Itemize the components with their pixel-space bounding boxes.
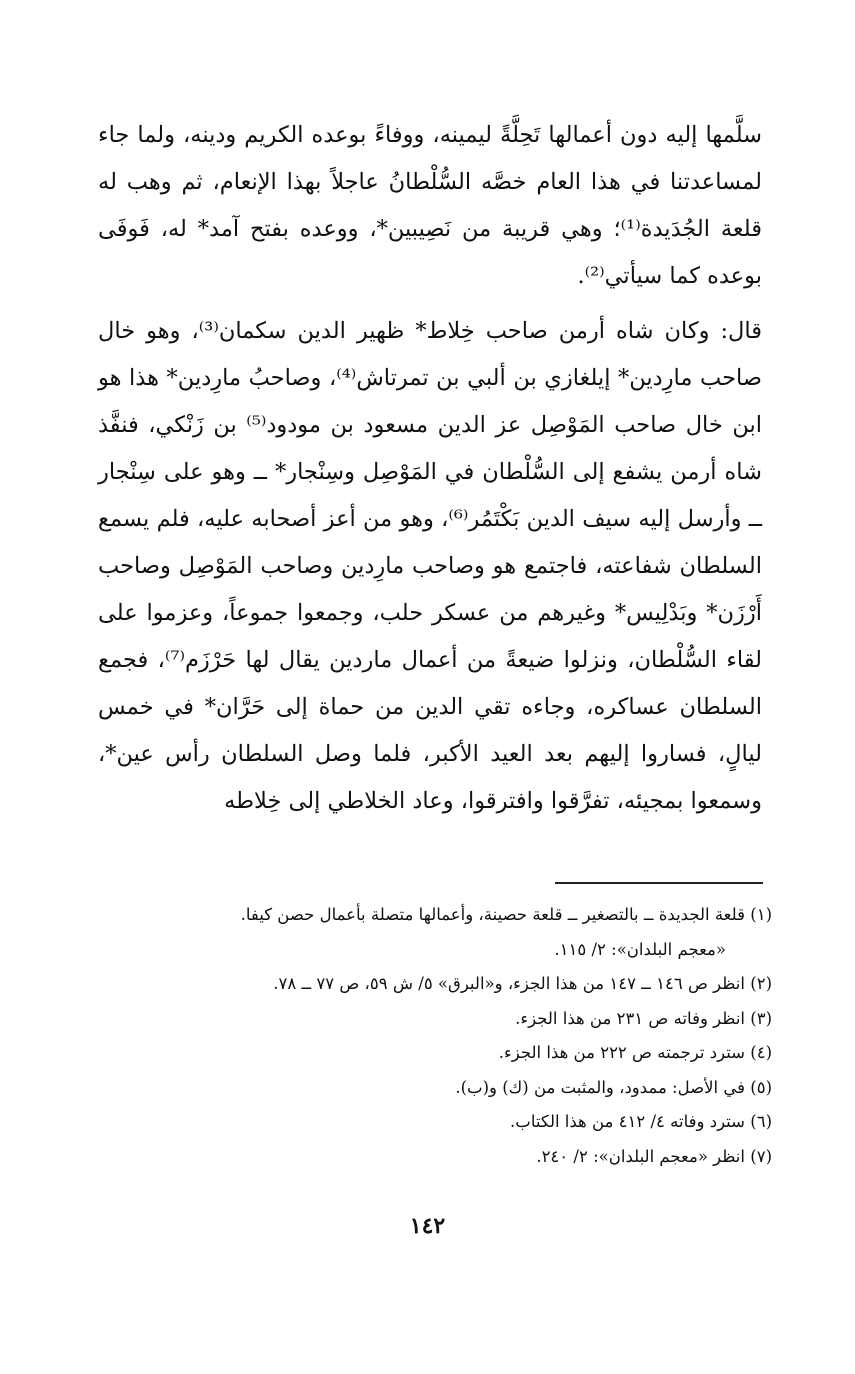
footnote-item [98, 898, 772, 967]
footnote-marker: (٣) [750, 1008, 772, 1028]
page-number: ١٤٢ [409, 1213, 446, 1239]
footnote-text: انظر ص ١٤٦ ــ ١٤٧ من هذا الجزء، و«البرق» ٥/ ش ٥٩، ص ٧٧ ــ ٧٨. [273, 974, 745, 993]
footnote-item [98, 1140, 772, 1175]
body-paragraph: قال: وكان شاه أرمن صاحب خِلاط* ظهير الدين سكمان⁽³⁾، وهو خال صاحب مارِدين* إيلغازي بن ألبي بن تمرتاش⁽⁴⁾، وصاحبُ مارِدين* هذا هو ابن خال صاحب المَوْصِل عز الدين مسعود بن مودود⁽⁵⁾ بن زَنْكي، فنفَّذ شاه أرمن يشفع إلى السُّلْطان في المَوْصِل وسِنْجار* ــ وهو على سِنْجار ــ وأرسل إليه سيف الدين بَكْتَمُر⁽⁶⁾، وهو من أعز أصحابه عليه، فلم يسمع السلطان شفاعته، فاجتمع هو وصاحب مارِدين وصاحب المَوْصِل وصاحب أَرْزَن* وبَدْلِيس* وغيرهم من عسكر حلب، وجمعوا جموعاً، وعزموا على لقاء السُّلْطان، ونزلوا ضيعةً من أعمال ماردين يقال لها حَرْزَم⁽⁷⁾، فجمع السلطان عساكره، وجاءه تقي الدين من حماة إلى حَرَّان* في خمس ليالٍ، فساروا إليهم بعد العيد الأكبر، فلما وصل السلطان رأس عين*، وسمعوا بمجيئه، تفرَّقوا وافترقوا، وعاد الخلاطي إلى خِلاطه [98, 318, 763, 814]
footnote-marker: (٢) [750, 974, 772, 993]
footnote-item [98, 1105, 772, 1140]
footnote-marker: (٤) [750, 1043, 772, 1062]
footnote-text: سترد ترجمته ص ٢٢٢ من هذا الجزء. [498, 1043, 745, 1062]
footnote-text: قلعة الجديدة ــ بالتصغير ــ قلعة حصينة، وأعمالها متصلة بأعمال حصن كيفا. [240, 905, 745, 924]
footnote-marker: (٧) [750, 1146, 772, 1166]
footnotes-list [98, 898, 772, 1174]
footnote-marker: (٥) [750, 1077, 772, 1097]
footnote-item [98, 1002, 772, 1037]
footnote-item [98, 967, 772, 1002]
footnote-item [98, 1071, 772, 1106]
body-paragraph: سلَّمها إليه دون أعمالها تَحِلَّةً ليمينه، ووفاءً بوعده الكريم ودينه، ولما جاء لمساعدتنا في هذا العام خصَّه السُّلْطانُ عاجلاً بهذا الإنعام، ثم وهب له قلعة الجُدَيدة⁽¹⁾؛ وهي قريبة من نَصِيبين*، ووعده بفتح آمد* له، فَوفَى بوعده كما سيأتي⁽²⁾. [98, 122, 762, 289]
footnote-marker: (١) [750, 905, 772, 924]
main-text [98, 112, 762, 825]
footnote-marker: (٦) [750, 1112, 772, 1131]
footnote-text: انظر «معجم البلدان»: ٢/ ٢٤٠. [536, 1146, 745, 1166]
footnote-separator [555, 882, 763, 884]
footnote-continuation: «معجم البلدان»: ٢/ ١١٥. [554, 939, 726, 959]
footnote-text: في الأصل: ممدود، والمثبت من (ك) و(ب). [455, 1077, 745, 1097]
footnote-text: سترد وفاته ٤/ ٤١٢ من هذا الكتاب. [510, 1112, 745, 1131]
footnote-text: انظر وفاته ص ٢٣١ من هذا الجزء. [515, 1008, 745, 1028]
footnote-item [98, 1036, 772, 1071]
